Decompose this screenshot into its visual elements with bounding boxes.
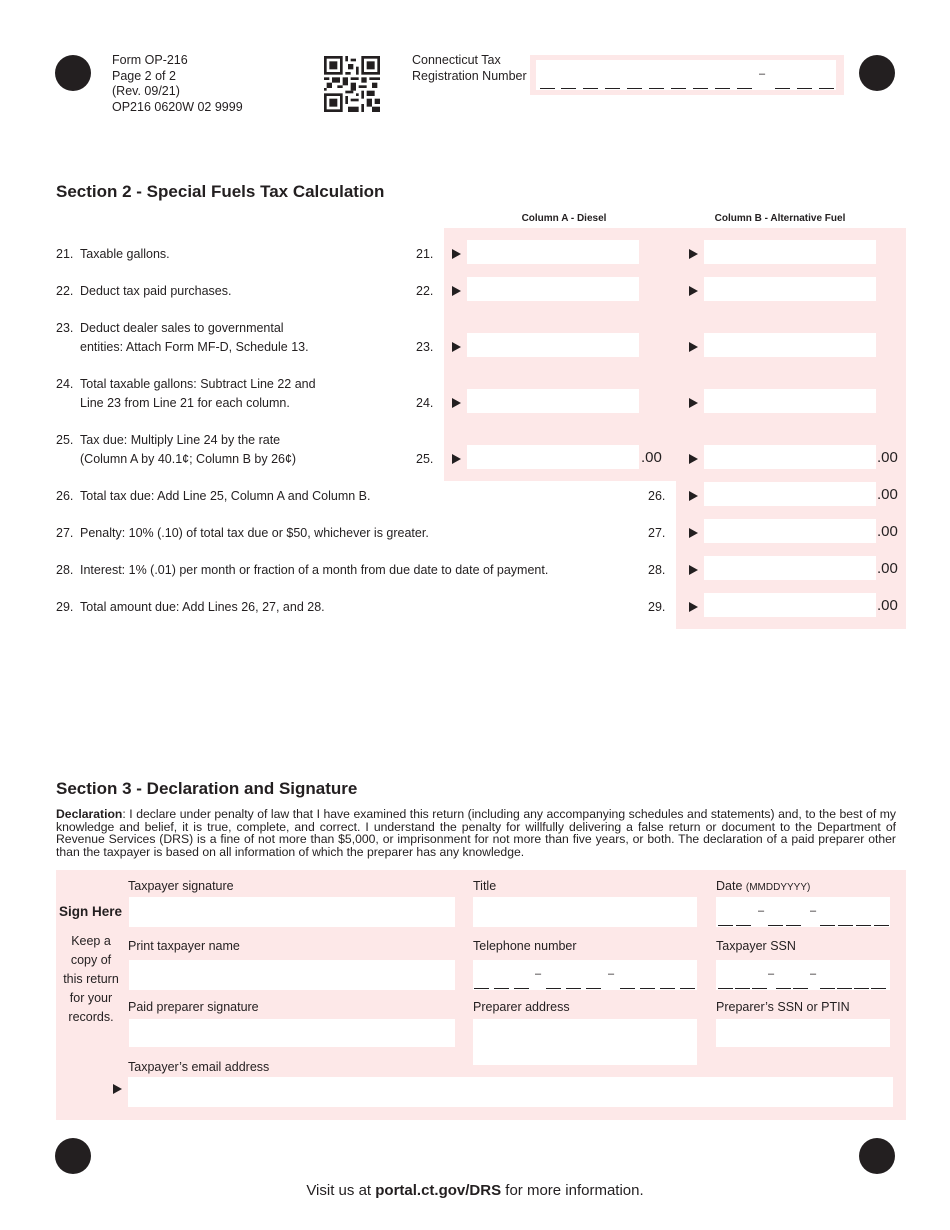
arrow-icon xyxy=(689,602,698,612)
telephone-dashes xyxy=(474,988,696,990)
form-number: Form OP-216 xyxy=(112,53,188,67)
line21-col-a-input[interactable] xyxy=(467,240,639,264)
footer xyxy=(0,1182,950,1199)
date-field[interactable] xyxy=(716,897,890,927)
line-ref: 26. xyxy=(648,489,666,503)
telephone-separator: – xyxy=(535,968,542,980)
telephone-label: Telephone number xyxy=(473,939,577,953)
line-text: Total tax due: Add Line 25, Column A and Column B. xyxy=(80,489,371,503)
line-number: 22. xyxy=(56,284,74,298)
line-text-1: Deduct dealer sales to governmental xyxy=(80,321,284,335)
line-text-2: entities: Attach Form MF-D, Schedule 13. xyxy=(80,340,309,354)
keep-copy-line: copy of xyxy=(70,953,112,967)
registration-number-dashes xyxy=(540,88,836,90)
line-text-2: Line 23 from Line 21 for each column. xyxy=(80,396,290,410)
date-label-text: Date xyxy=(716,879,743,893)
title-label: Title xyxy=(473,879,497,893)
registration-label-line1: Connecticut Tax xyxy=(412,53,501,67)
line-text: Deduct tax paid purchases. xyxy=(80,284,232,298)
registration-label xyxy=(412,53,527,84)
line-text-1: Tax due: Multiply Line 24 by the rate xyxy=(80,433,281,447)
cents-label: .00 xyxy=(877,523,898,540)
arrow-icon xyxy=(689,286,698,296)
registration-separator: – xyxy=(759,68,766,80)
date-separator: – xyxy=(758,905,765,917)
arrow-icon xyxy=(452,454,461,464)
arrow-icon xyxy=(113,1084,122,1094)
line26-input[interactable] xyxy=(704,482,876,506)
line-number: 25. xyxy=(56,433,74,447)
line-text: Interest: 1% (.01) per month or fraction of a month from due date to date of payment. xyxy=(80,563,549,577)
qr-code xyxy=(324,56,380,112)
print-name-label: Print taxpayer name xyxy=(128,939,240,953)
line-ref: 22. xyxy=(416,284,434,298)
line-number: 28. xyxy=(56,563,74,577)
line25-col-b-input[interactable] xyxy=(704,445,876,469)
footer-pre: Visit us at xyxy=(306,1182,376,1199)
line-text: Taxable gallons. xyxy=(80,247,170,261)
footer-link[interactable]: portal.ct.gov/DRS xyxy=(375,1182,502,1199)
arrow-icon xyxy=(689,491,698,501)
cents-label: .00 xyxy=(641,449,662,466)
line-ref: 24. xyxy=(416,396,434,410)
line-ref: 29. xyxy=(648,600,666,614)
arrow-icon xyxy=(689,454,698,464)
line-ref: 28. xyxy=(648,563,666,577)
taxpayer-ssn-field[interactable] xyxy=(716,960,890,990)
keep-copy-note xyxy=(56,932,126,1027)
date-format: (MMDDYYYY) xyxy=(745,882,811,893)
keep-copy-line: Keep a xyxy=(71,934,111,948)
line-number: 29. xyxy=(56,600,74,614)
line-ref: 23. xyxy=(416,340,434,354)
declaration-paragraph xyxy=(56,808,896,858)
line28-input[interactable] xyxy=(704,556,876,580)
arrow-icon xyxy=(452,342,461,352)
arrow-icon xyxy=(689,528,698,538)
cents-label: .00 xyxy=(877,560,898,577)
line25-col-a-input[interactable] xyxy=(467,445,639,469)
preparer-address-field[interactable] xyxy=(473,1019,697,1065)
registration-mark-bottom-right xyxy=(859,1138,895,1174)
taxpayer-signature-field[interactable] xyxy=(129,897,455,927)
preparer-ssn-label: Preparer’s SSN or PTIN xyxy=(716,1000,850,1014)
line-ref: 25. xyxy=(416,452,434,466)
footer-post: for more information. xyxy=(501,1182,644,1199)
line-ref: 27. xyxy=(648,526,666,540)
line22-col-b-input[interactable] xyxy=(704,277,876,301)
declaration-bold: Declaration xyxy=(56,807,123,821)
cents-label: .00 xyxy=(877,449,898,466)
line22-col-a-input[interactable] xyxy=(467,277,639,301)
preparer-signature-field[interactable] xyxy=(129,1019,455,1047)
telephone-separator: – xyxy=(608,968,615,980)
line-number: 21. xyxy=(56,247,74,261)
ssn-separator: – xyxy=(768,968,775,980)
line-text xyxy=(80,431,296,469)
line29-input[interactable] xyxy=(704,593,876,617)
arrow-icon xyxy=(452,249,461,259)
line23-col-b-input[interactable] xyxy=(704,333,876,357)
keep-copy-line: this return xyxy=(63,972,119,986)
telephone-field[interactable] xyxy=(473,960,697,990)
line-ref: 21. xyxy=(416,247,434,261)
line-number: 24. xyxy=(56,377,74,391)
email-field[interactable] xyxy=(128,1077,893,1107)
section2-title: Section 2 - Special Fuels Tax Calculation xyxy=(56,182,385,201)
form-code: OP216 0620W 02 9999 xyxy=(112,99,243,114)
column-a-header: Column A - Diesel xyxy=(521,213,607,224)
registration-mark-top-right xyxy=(859,55,895,91)
line-text: Penalty: 10% (.10) of total tax due or $50, whichever is greater. xyxy=(80,526,429,540)
line24-col-b-input[interactable] xyxy=(704,389,876,413)
email-label: Taxpayer’s email address xyxy=(128,1060,270,1074)
date-separator: – xyxy=(810,905,817,917)
preparer-signature-label: Paid preparer signature xyxy=(128,1000,259,1014)
registration-label-line2: Registration Number xyxy=(412,68,527,83)
column-b-header: Column B - Alternative Fuel xyxy=(714,213,846,224)
line24-col-a-input[interactable] xyxy=(467,389,639,413)
line-number: 26. xyxy=(56,489,74,503)
arrow-icon xyxy=(689,342,698,352)
ssn-dashes xyxy=(718,988,890,990)
arrow-icon xyxy=(452,398,461,408)
date-dashes xyxy=(718,925,890,927)
arrow-icon xyxy=(452,286,461,296)
cents-label: .00 xyxy=(877,486,898,503)
registration-mark-top-left xyxy=(55,55,91,91)
arrow-icon xyxy=(689,249,698,259)
ssn-separator: – xyxy=(810,968,817,980)
print-name-field[interactable] xyxy=(129,960,455,990)
page-number: Page 2 of 2 xyxy=(112,68,176,83)
line-text: Total amount due: Add Lines 26, 27, and 28. xyxy=(80,600,325,614)
cents-label: .00 xyxy=(877,597,898,614)
revision: (Rev. 09/21) xyxy=(112,84,180,98)
line-text xyxy=(80,375,316,413)
sign-here-label: Sign Here xyxy=(59,904,123,919)
taxpayer-ssn-label: Taxpayer SSN xyxy=(716,939,796,953)
keep-copy-line: records. xyxy=(68,1010,114,1024)
date-label xyxy=(716,879,810,893)
line-number: 27. xyxy=(56,526,74,540)
preparer-ssn-field[interactable] xyxy=(716,1019,890,1047)
line21-col-b-input[interactable] xyxy=(704,240,876,264)
line-number: 23. xyxy=(56,321,74,335)
line-text-1: Total taxable gallons: Subtract Line 22 and xyxy=(80,377,316,391)
declaration-text: : I declare under penalty of law that I have examined this return (including any accompanying schedules and statements) and, to the best of my knowledge and belief, it is true, complete, and correct. I understand the penalty for willfully delivering a false return or document to the Department of Revenue Services (DRS) is a fine of not more than $5,000, or imprisonment for not more than five years, or both. The declaration of a paid preparer other than the taxpayer is based on all information of which the preparer has any knowledge. xyxy=(56,807,896,859)
line-text-2: (Column A by 40.1¢; Column B by 26¢) xyxy=(80,452,297,466)
line23-col-a-input[interactable] xyxy=(467,333,639,357)
registration-number-field[interactable] xyxy=(536,60,836,90)
line-text xyxy=(80,319,309,357)
form-info xyxy=(112,53,243,115)
section3-title: Section 3 - Declaration and Signature xyxy=(56,779,358,798)
preparer-address-label: Preparer address xyxy=(473,1000,570,1014)
line27-input[interactable] xyxy=(704,519,876,543)
keep-copy-line: for your xyxy=(69,991,113,1005)
registration-mark-bottom-left xyxy=(55,1138,91,1174)
arrow-icon xyxy=(689,565,698,575)
arrow-icon xyxy=(689,398,698,408)
title-field[interactable] xyxy=(473,897,697,927)
taxpayer-signature-label: Taxpayer signature xyxy=(128,879,234,893)
